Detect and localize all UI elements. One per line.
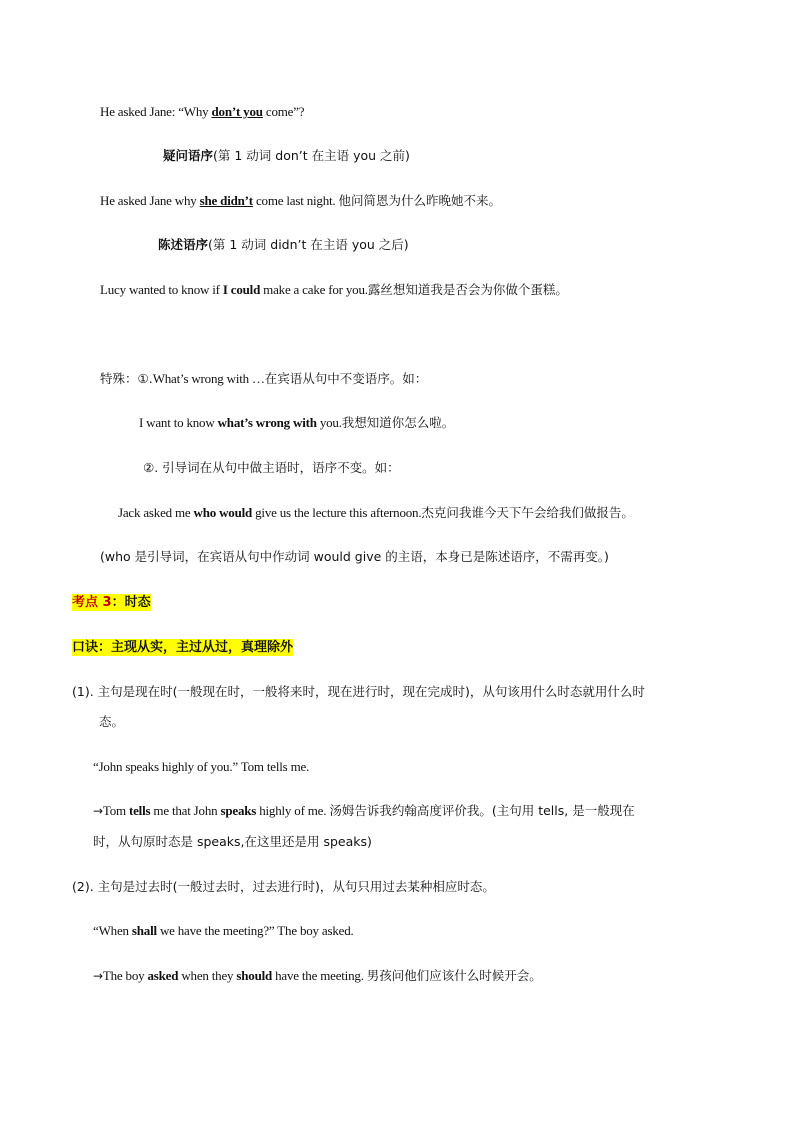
right-arrow-icon: →	[93, 804, 103, 818]
example-meeting: “When shall we have the meeting?” The boy asked.	[93, 923, 354, 938]
explanation-who: (who 是引导词，在宾语从句中作动词 would give 的主语，本身已是陈述语序，不需再变。)	[100, 549, 609, 564]
special-case-2: ②. 引导词在从句中做主语时，语序不变。如：	[143, 460, 400, 475]
note-statement-order: 陈述语序(第 1 动词 didn’t 在主语 you 之后)	[158, 237, 409, 252]
example-whats-wrong: I want to know what’s wrong with you.我想知道你怎么啦。	[139, 415, 455, 430]
example-jack: Jack asked me who would give us the lecture this afternoon.杰克问我谁今天下午会给我们做报告。	[118, 505, 634, 520]
emphasis: who would	[193, 505, 253, 520]
right-arrow-icon: →	[93, 969, 103, 983]
highlighted-mnemonic: 口诀：主现从实，主过从过，真理除外	[72, 640, 294, 655]
emphasis: what’s wrong with	[217, 415, 317, 430]
emphasis: she didn’t	[199, 193, 253, 208]
emphasis: don’t you	[211, 104, 263, 119]
example-john: “John speaks highly of you.” Tom tells me.	[93, 759, 310, 774]
emphasis: tells	[128, 803, 151, 818]
highlighted-heading: 考点 3：时态	[72, 595, 151, 610]
section-heading-tense	[72, 593, 151, 612]
example-lucy: Lucy wanted to know if I could make a cake for you.露丝想知道我是否会为你做个蛋糕。	[100, 282, 568, 297]
emphasis: should	[236, 968, 273, 983]
rule-1: (1). 主句是现在时(一般现在时，一般将来时，现在进行时，现在完成时)，从句该用什么时态就用什么时	[72, 684, 645, 699]
rule-2: (2). 主句是过去时(一般过去时，过去进行时)，从句只用过去某种相应时态。	[72, 879, 495, 894]
mnemonic	[72, 638, 293, 657]
example-direct-question: He asked Jane: “Why don’t you come”?	[100, 104, 305, 119]
rule-1-continued: 态。	[99, 714, 125, 729]
emphasis: speaks	[220, 803, 257, 818]
example-tom: →Tom tells me that John speaks highly of me. 汤姆告诉我约翰高度评价我。(主句用 tells, 是一般现在	[93, 803, 635, 818]
example-reported-question: He asked Jane why she didn’t come last night. 他问简恩为什么昨晚她不来。	[100, 193, 502, 208]
special-case-1: 特殊：①.What’s wrong with …在宾语从句中不变语序。如：	[100, 371, 428, 386]
emphasis: shall	[131, 923, 157, 938]
example-tom-continued: 时，从句原时态是 speaks,在这里还是用 speaks)	[93, 834, 372, 849]
emphasis: asked	[147, 968, 179, 983]
note-question-order: 疑问语序(第 1 动词 don’t 在主语 you 之前)	[163, 148, 410, 163]
emphasis: I could	[222, 282, 261, 297]
example-boy: →The boy asked when they should have the meeting. 男孩问他们应该什么时候开会。	[93, 968, 542, 983]
